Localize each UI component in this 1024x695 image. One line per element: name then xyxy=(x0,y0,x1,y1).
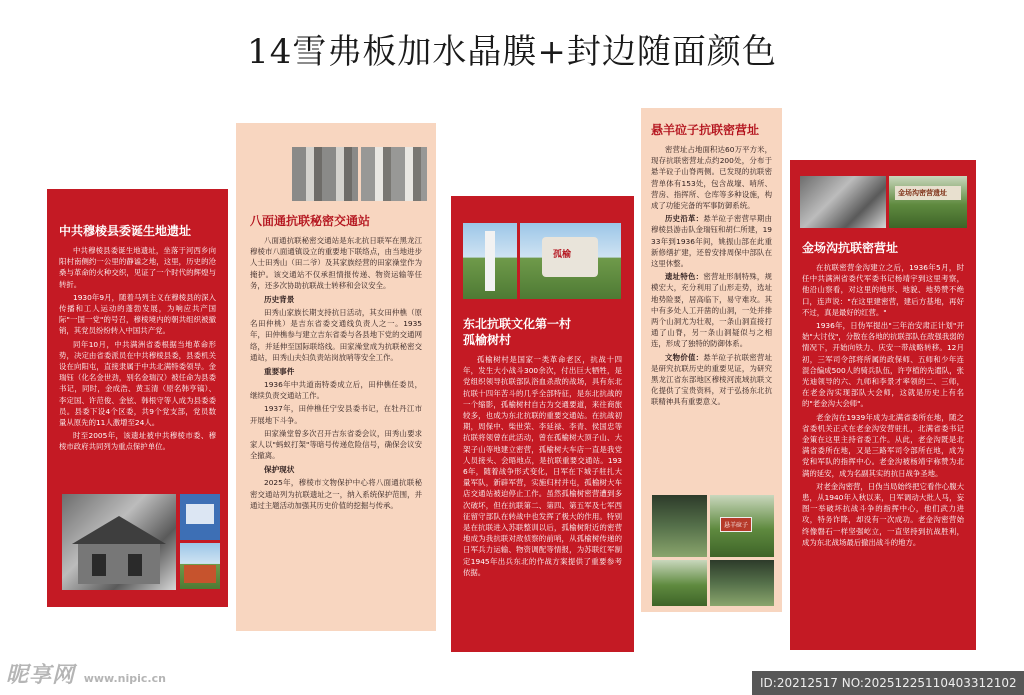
photo-camp-trench xyxy=(652,560,707,606)
section-heading: 文物价值： xyxy=(665,352,704,362)
photo-old-building xyxy=(62,494,176,590)
paragraph: 八面通抗联秘密交通站是东北抗日联军在黑龙江穆棱市八面通镇设立的重要地下联络点，由当地进步人士田秀山（田二爷）及其家族经营的田家澡堂作为掩护。该交通站不仅承担情报传递、物资运输等任务，还多次协助抗联战士转移和会议安全。 xyxy=(250,236,422,290)
photo-camp-sign xyxy=(652,495,707,557)
section-text: 悬羊砬子密营早期由穆棱县游击队金瑞钰和胡仁所建，1933年到1936年间，姚振山部在此重新修缮扩建，还曾安排周保中部队在这里休整。 xyxy=(651,214,772,269)
paragraph: 田家澡堂曾多次召开吉东省委会议，田秀山要求家人以"蚂蚁打架"等暗号传递危险信号，确保会议安全撤离。 xyxy=(250,428,422,461)
photo-camp-forest xyxy=(710,560,774,606)
paragraph: 孤榆树村是国家一类革命老区，抗战十四年，发生大小战斗300余次，付出巨大牺牲，是党组织领导抗联部队浴血杀敌的战场，具有东北抗联十四年苦斗的几乎全部特征，是东北抗战的一个缩影，孤榆树村自古为交通要道，来往商旅较多，也成为东北抗联的重要交通站。在抗战初期，周保中、柴世荣、李延禄、李青、侯国忠等抗联将领曾在此活动，曾在孤榆树大顶子山、大架子山等地建立密营，孤榆树大车店一直是我党人员接头、会晤地点，是抗联重要交通站。1936年，随着战争形式变化，日军在下城子驻扎大量军队，新辟军营，实施归村并屯，孤榆树大车店交通站被迫停止工作。虽然孤榆树密营遭到多次破坏，但在抗联第二、第四、第五军及七军西征留守部队在转战中也发挥了极大的作用。特别是在抗联进入苏联整训以后，孤榆树附近的密营地成为我抗联对敌侦察的前哨，从孤榆树传递的日军兵力运输、物资调配等情报，为苏联红军制定1945年出兵东北的作战方案提供了重要参考依据。 xyxy=(463,355,622,577)
paragraph xyxy=(651,271,772,349)
building-icon xyxy=(62,494,176,590)
paragraph: 2025年，穆棱市文物保护中心将八面通抗联秘密交通站列为抗联遗址之一，纳入系统保护范围，并通过主题活动加强其历史价值的挖掘与传承。 xyxy=(250,478,422,510)
paragraph: 1930年9月，随着马列主义在穆棱县的深入传播和工人运动的蓬勃发展，为响应共产国际"一国一党"的号召，穆棱境内的朝共组织被撤销，其党员纷纷转入中国共产党。 xyxy=(59,292,216,336)
paragraph: 1936年，日伪军提出"三年治安肃正计划"开始"大讨伐"，分散在各地的抗联部队在敌强我弱的情况下，开始向铁力、庆安一带战略转移。12月初，三军司令部将所属的政保师、五师和少年连混合编成500人的骑兵队伍，许亨植的先遣队，张光迪领导的六、九师和李景才率领的二、三师，在老金沟实现部队大会师，这就是历史上有名的"老金沟大会师"。 xyxy=(802,321,965,409)
section-text: 悬羊砬子抗联密营址是研究抗联历史的重要见证，为研究黑龙江省东部地区穆棱河流域抗联文化提供了宝贵资料，对于弘扬东北抗联精神具有重要意义。 xyxy=(651,352,772,407)
panel-title-line2: 孤榆树村 xyxy=(463,333,512,347)
panel-title-line1: 东北抗联文化第一村 xyxy=(463,317,572,331)
section-heading: 历史背景 xyxy=(264,295,295,305)
tablet-text: 金场沟密营遗址 xyxy=(895,186,961,200)
section-heading: 历史沿革： xyxy=(665,214,704,224)
photo-camp-stone xyxy=(710,495,774,557)
photo-relief-sculpture xyxy=(292,147,358,201)
panel-title: 中共穆棱县委诞生地遗址 xyxy=(59,224,192,238)
paragraph: 1936年中共道南特委成立后，田仲樵任委员，继续负责交通站工作。 xyxy=(250,380,422,401)
watermark-id: ID:20212517 NO:20251225110403312102 xyxy=(752,671,1024,695)
photo-monument xyxy=(463,223,517,299)
camp-sign-text: 悬羊砬子 xyxy=(720,517,752,532)
section-heading: 遗址特色： xyxy=(665,272,704,282)
paragraph: 在抗联密营金沟建立之后，1936年5月，时任中共满洲省委代军委书记杨靖宇到这里考察，他沿山察看，对这里的地形、地貌、地势赞不绝口，连声说："在这里建密营，建后方基地，再好不过，真是最好的红营。" xyxy=(802,263,964,317)
panel-jinchanggou-camp xyxy=(790,160,976,650)
paragraph: 密营址占地面积达60万平方米，现存抗联密营址点约200处，分布于悬羊砬子山脊两侧。已发现的抗联密营单体有153处，包含战壕、哨所、营房、指挥所、仓库等多种设施，构成了功能完备的军事防御系统。 xyxy=(651,145,772,211)
photo-relief-sculpture xyxy=(361,147,427,201)
section-heading: 保护现状 xyxy=(264,465,295,475)
paragraph xyxy=(651,352,772,408)
panel-title: 悬羊砬子抗联密营址 xyxy=(651,123,760,137)
paragraph: 田秀山家族长期支持抗日活动，其女田仲樵（原名田仲桃）是吉东省委交通线负责人之一。1935年，田仲樵参与建立吉东省委与各县地下党的交通网络，并延伸至国际联络线。田家澡堂成为抗联秘密交通站，田秀山夫妇负责站岗放哨等安全工作。 xyxy=(250,308,422,362)
photo-plaque xyxy=(180,494,220,540)
paragraph: 1937年，田仲樵任宁安县委书记，在牡丹江市开展地下斗争。 xyxy=(250,404,422,425)
photo-memorial-stone xyxy=(520,223,621,299)
paragraph: 中共穆棱县委诞生地遗址，坐落于河西乡向阳村南侧约一公里的静谧之地，这里，历史的沧桑与革命的火种交织，见证了一个时代的辉煌与转折。 xyxy=(59,246,216,289)
paragraph: 对老金沟密营，日伪当局始终把它看作心腹大患，从1940年入秋以来，日军调动大批人马，妄图一举破坏抗战斗争的指挥中心，他们武力进攻，特务诈降，却没有一次成功。老金沟密营始终像磐石一样坚强屹立，一直坚持到抗战胜利，成为东北战场最后撤出战斗的地方。 xyxy=(802,481,964,547)
watermark-url: www.nipic.cn xyxy=(83,672,166,685)
panel-title: 金场沟抗联密营址 xyxy=(802,241,899,255)
section-heading: 重要事件 xyxy=(264,367,295,377)
paragraph: 时至2005年，该遗址被中共穆棱市委、穆棱市政府共同列为重点保护单位。 xyxy=(59,431,216,452)
watermark-logo-text: 昵享网 xyxy=(6,663,76,688)
panel-title: 八面通抗联秘密交通站 xyxy=(250,214,371,228)
section-text: 密营址形制特殊，规模宏大，充分利用了山形走势，选址地势险要，居高临下，易守难攻。其中有多处人工开凿的山洞，一处并排两个山洞尤为壮观，一条山洞直接打通了山脊，另一条山洞疑似与之相连，形成了独特的防御体系。 xyxy=(651,272,772,349)
photo-house xyxy=(180,543,220,589)
photo-memorial-tablet xyxy=(889,176,967,228)
page-title: 14雪弗板加水晶膜+封边随面颜色 xyxy=(247,32,777,72)
paragraph xyxy=(651,213,772,269)
paragraph: 同年10月，中共满洲省委根据当地革命形势，决定由省委派员在中共穆棱县委，县委机关设在向阳屯，直接隶属于中共北满特委领导。金瑞钰（化名金世劲，别名金瑞汉）被任命为县委书记，同时，金成浩、黄玉清（原名韩亨镐）、李定国、许范俊、金铉、韩根守等人成为县委委员。县委下设4个区委，共9个党支部，党员数量从原先的11人激增至24人。 xyxy=(59,339,216,428)
watermark-logo xyxy=(6,658,166,689)
photo-ruins xyxy=(800,176,886,228)
memorial-inscription: 孤榆 xyxy=(553,250,572,260)
paragraph: 老金沟在1939年成为北满省委所在地，随之省委机关正式在老金沟安营驻扎，北满省委书记金策在这里主持省委工作。从此，老金沟既是北满省委所在地，又是三路军司令部所在地，成为党和军队的指挥中心。老金沟被杨靖宇称赞为北满的延安，成为名副其实的抗日战争圣地。 xyxy=(802,412,964,478)
